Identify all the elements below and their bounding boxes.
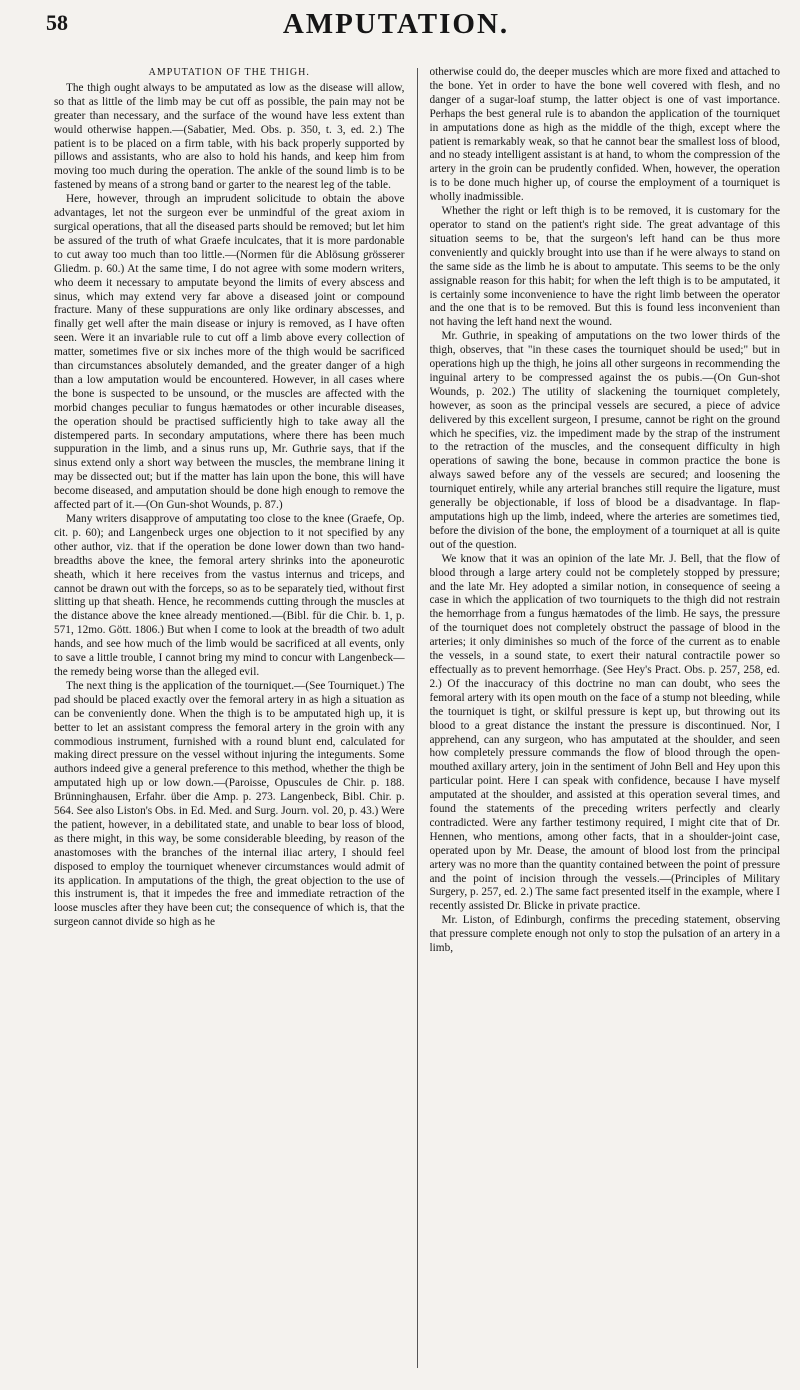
running-title: AMPUTATION.	[282, 8, 510, 40]
paragraph: The next thing is the application of the tourniquet.—(See Tourniquet.) The pad should be placed exactly over the femoral artery in as high a situation as can be conveniently done. When the thigh is to be amputated high up, it is better to let an assistant compress the femoral artery in the groin with any commodious instrument, furnished with a round blunt end, calculated for making direct pressure on the vessel without injuring the integuments. Some authors indeed give a general preference to this method, whether the thigh be amputated high up or low down.—(Paroisse, Opuscules de Chir. p. 188. Brünninghausen, Erfahr. über die Amp. p. 273. Langenbeck, Bibl. Chir. p. 564. See also Liston's Obs. in Ed. Med. and Surg. Journ. vol. 20, p. 43.) Were the patient, however, in a debilitated state, and unable to bear loss of blood, as there might, in this way, be some considerable bleeding, by reason of the anastomoses with the branches of the internal iliac artery, I should feel disposed to employ the tourniquet whenever circumstances would admit of its application. In amputations of the thigh, the great objection to the use of this instrument is, that it impedes the free and immediate retraction of the loose muscles after they have been cut; the consequence of which is, that the surgeon cannot divide so high as he	[54, 679, 405, 929]
paragraph: The thigh ought always to be amputated as low as the disease will allow, so that as little of the limb may be cut off as possible, the pain may not be greater than necessary, and the surface of the wound have less extent than would otherwise happen.—(Sabatier, Med. Obs. p. 350, t. 3, ed. 2.) The patient is to be placed on a firm table, with his back properly supported by pillows and assistants, who are also to hold his hands, and keep him from moving too much during the operation. The ankle of the sound limb is to be fastened by means of a strong band or garter to the nearest leg of the table.	[54, 81, 405, 192]
left-column	[54, 66, 405, 1386]
page-number: 58	[46, 10, 68, 35]
paragraph: Whether the right or left thigh is to be removed, it is customary for the operator to stand on the patient's right side. The great advantage of this situation seems to be, that the surgeon's left hand can be thus more conveniently and quickly brought into use than if he were always to stand on the same side as the limb he is about to amputate. This seems to be the only assignable reason for this habit; for when the left thigh is to be amputated, it is certainly some inconvenience to have the right limb between the operator and the one that is to be removed. But this is found less inconvenient than not having the left hand next the wound.	[429, 205, 781, 329]
text-columns	[54, 66, 780, 1386]
paragraph: Here, however, through an imprudent solicitude to obtain the above advantages, let not the surgeon ever be unmindful of the great axiom in surgical operations, that all the diseased parts should be removed; but let him be assured of the truth of what Graefe inculcates, that it is more pardonable to cut away too much than too little.—(Normen für die Ablösung grösserer Gliedm. p. 60.) At the same time, I do not agree with some modern writers, who deem it necessary to amputate beyond the limits of every abscess and sinus, which may extend very far above a diseased joint or compound fracture. Many of these suppurations are only like ordinary abscesses, and finally get well after the main disease or injury is removed, as I have often seen. Were it an invariable rule to cut off a limb above every collection of matter, sometimes five or six inches more of the thigh would be sacrificed than circumstances absolutely demanded, and the greater danger of a high than a low amputation would be encountered. However, in all cases where the bone is suspected to be unsound, or the muscles are affected with the morbid changes peculiar to fungus hæmatodes or other incurable diseases, the operation should be practised sufficiently high to take away all the distempered parts. In secondary amputations, where there has been much suppuration in the limb, and a sinus runs up, Mr. Guthrie says, that if the sinus extend only a short way between the muscles, the membrane lining it may be dissected out; but if the matter has lain upon the bone, this will have become diseased, and amputation should be done high enough to remove the affected part of it.—(On Gun-shot Wounds, p. 87.)	[54, 193, 405, 512]
paragraph: Mr. Guthrie, in speaking of amputations on the two lower thirds of the thigh, observes, that "in these cases the tourniquet should be used;" but in operations high up the thigh, he joins all other surgeons in recommending the inguinal artery to be compressed against the os pubis.—(On Gun-shot Wounds, p. 202.) The utility of slackening the tourniquet completely, however, as soon as the principal vessels are secured, a piece of advice delivered by this excellent surgeon, I presume, cannot be right on the ground which he specifies, viz. the impediment made by the strap of the instrument to the retraction of the muscles, and the consequent difficulty in high operations of sawing the bone, because in common practice the bone is always sawed before any of the vessels are secured; and loosening the tourniquet entirely, while any arterial branches still require the ligature, must generally be objectionable, if loss of blood be a disadvantage. In flap-amputations high up the limb, indeed, where the arteries are sometimes tied, before the division of the bone, the employment of a tourniquet at all is quite out of the question.	[429, 330, 781, 551]
section-heading: AMPUTATION OF THE THIGH.	[148, 67, 310, 78]
right-column	[430, 66, 781, 1386]
paragraph: Many writers disapprove of amputating too close to the knee (Graefe, Op. cit. p. 60); and Langenbeck urges one objection to it not specified by any other author, viz. that if the operation be done lower down than two hand-breadths above the knee, the femoral artery shrinks into the aponeurotic sheath, which it here receives from the vastus internus and triceps, and cannot be drawn out with the forceps, so as to be separately tied, without first slitting up that sheath. Hence, he recommends cutting through the muscles at the distance above the knee already mentioned.—(Bibl. für die Chir. b. 1, p. 571, 12mo. Gött. 1806.) But when I come to look at the breadth of two adult hands, and see how much of the limb would be sacrificed at all events, only to save a little trouble, I cannot bring my mind to concur with Langenbeck—the remedy being worse than the alleged evil.	[54, 513, 405, 678]
running-head	[46, 10, 770, 46]
paragraph: We know that it was an opinion of the late Mr. J. Bell, that the flow of blood through a large artery could not be completely stopped by pressure; and the late Mr. Hey adopted a similar notion, in consequence of seeing a case in which the application of two tourniquets to the thigh did not restrain the hemorrhage from a fungus hæmatodes of the limb. He says, the pressure of the tourniquet does not completely obstruct the passage of blood in the arteries; it only diminishes so much of the force of the current as to enable the vessels, in a sound state, to exert their natural contractile power so effectually as to prevent hemorrhage. (See Hey's Pract. Obs. p. 257, 258, ed. 2.) Of the inaccuracy of this doctrine no man can doubt, who sees the femoral artery with its open mouth on the face of a stump not bleeding, while the tourniquet is tight, or skilful pressure is kept up, but throwing out its blood to a great distance the instant the pressure is discontinued. Nor, I apprehend, can any surgeon, who has amputated at the shoulder, and seen how completely pressure commands the flow of blood through the open-mouthed axillary artery, join in the sentiment of John Bell and Hey upon this particular point. Here I can speak with confidence, because I have myself amputated at the shoulder, and assisted at this operation several times, and found the statements of the preceding writers perfectly and clearly contradicted. Were any farther testimony required, I might cite that of Dr. Hennen, who mentions, among other facts, that in a shoulder-joint case, operated upon by Mr. Dease, the amount of blood lost from the principal artery was no more than the quantity contained between the point of pressure and the point of incision through the vessels.—(Principles of Military Surgery, p. 257, ed. 2.) The same fact presented itself in the example, where I recently assisted Dr. Blicke in private practice.	[429, 552, 781, 913]
paragraph: Mr. Liston, of Edinburgh, confirms the preceding statement, observing that pressure complete enough not only to stop the pulsation of an artery in a limb,	[429, 914, 781, 955]
column-divider	[417, 68, 418, 1368]
paragraph: otherwise could do, the deeper muscles which are more fixed and attached to the bone. Yet in order to have the bone well covered with flesh, and no danger of a sugar-loaf stump, the latter object is one of vast importance. Perhaps the best general rule is to abandon the application of the tourniquet in amputations done as high as the middle of the thigh, except where the patient is remarkably weak, so that he cannot bear the smallest loss of blood, and no steady intelligent assistant is at hand, to whom the compression of the artery in the groin can be prudently confided. When, however, the operation is to be done much higher up, of course the employment of a tourniquet is wholly inadmissible.	[429, 66, 781, 204]
